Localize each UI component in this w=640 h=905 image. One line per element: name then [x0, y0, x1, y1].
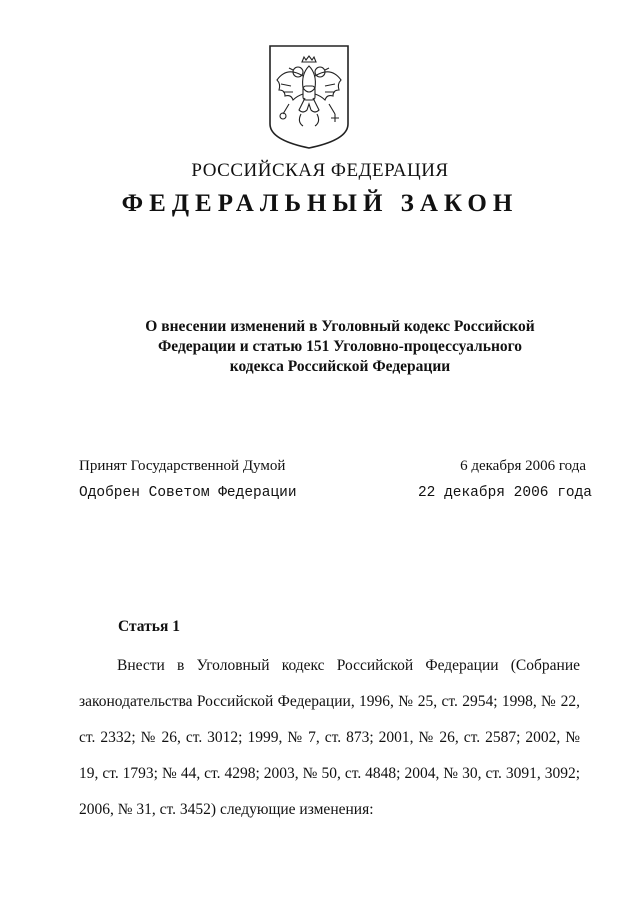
adopted-label: Принят Государственной Думой — [79, 458, 286, 474]
approved-label: Одобрен Советом Федерации — [79, 485, 297, 501]
country-name: РОССИЙСКАЯ ФЕДЕРАЦИЯ — [191, 160, 449, 181]
approved-date: 22 декабря 2006 года — [417, 485, 592, 501]
article-text: Внести в Уголовный кодекс Российской Федерации (Собрание законодательства Российской Федерации, 1996, № 25, ст. 2954; 1998, № 22, ст. 2332; № 26, ст. 3012; 1999, № 7, ст. 873; 2001, № 26, ст. 2587; 2002, № 19, ст. 1793; № 44, ст. 4298; 2003, № 50, ст. 4848; 2004, № 30, ст. 3091, 3092; 2006, № 31, ст. 3452) следующие изменения: — [79, 657, 580, 818]
article-heading: Статья 1 — [118, 618, 180, 635]
law-title: О внесении изменений в Уголовный кодекс Российской Федерации и статью 151 Уголовно-процессуального кодекса Российской Федерации — [145, 318, 535, 375]
coat-of-arms-icon — [267, 44, 351, 150]
document-type: ФЕДЕРАЛЬНЫЙ ЗАКОН — [121, 190, 519, 217]
adopted-date: 6 декабря 2006 года — [460, 458, 586, 474]
